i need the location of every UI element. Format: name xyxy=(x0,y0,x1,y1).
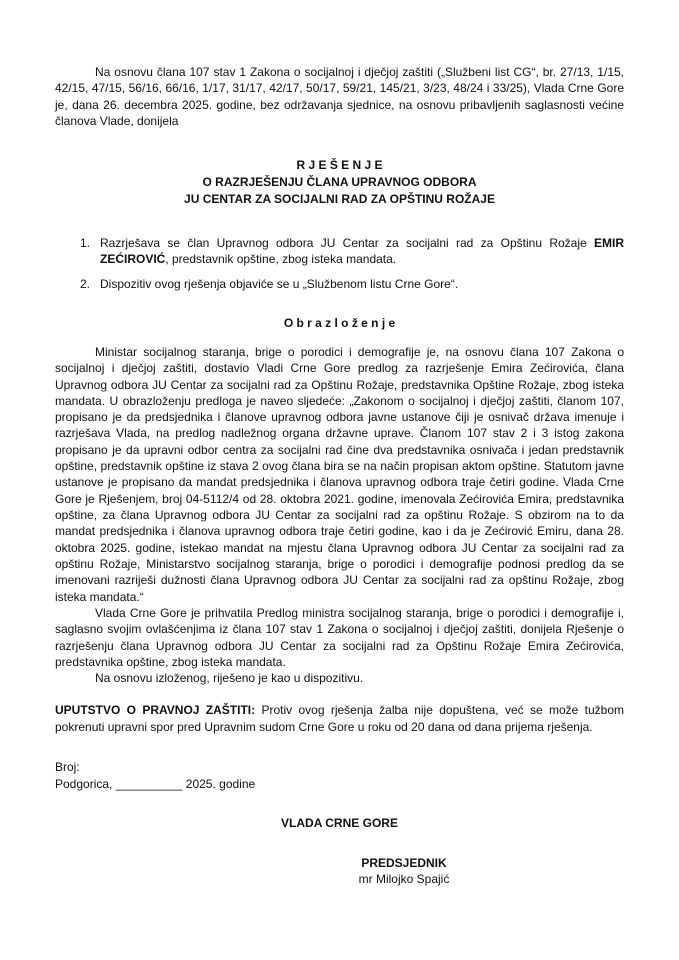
item-text-before: Dispozitiv ovog rješenja objaviće se u „Službenom listu Crne Gore“. xyxy=(100,277,459,292)
title-line-2: O RAZRJEŠENJU ČLANA UPRAVNOG ODBORA xyxy=(202,175,477,190)
title-line-3: JU CENTAR ZA SOCIJALNI RAD ZA OPŠTINU ROŽAJE xyxy=(184,191,495,206)
legal-notice-label: UPUTSTVO O PRAVNOJ ZAŠTITI: xyxy=(55,703,256,718)
signature-block xyxy=(294,855,514,888)
legal-notice-text: Protiv ovog rješenja žalba nije dopuštena, već se može tužbom pokrenuti upravni spor pred Upravnim sudom Crne Gore u roku od 20 dana od dana prijema rješenja. xyxy=(55,703,624,734)
place-date-line: Podgorica, __________ 2025. godine xyxy=(55,776,256,791)
explanation-block xyxy=(55,344,624,687)
item-text xyxy=(100,276,624,292)
government-name: VLADA CRNE GORE xyxy=(281,815,398,830)
item-text-after: , predstavnik opštine, zbog isteka mandata. xyxy=(165,251,397,266)
decision-items xyxy=(55,235,624,293)
section-heading-obrazlozenje: O b r a z l o ž e n j e xyxy=(283,315,396,330)
item-number: 2. xyxy=(80,277,91,292)
body-paragraph-3: Na osnovu izloženog, riješeno je kao u dispozitivu. xyxy=(95,671,364,686)
document-meta xyxy=(55,759,624,793)
item-text-bold: EMIR ZEĆIROVIĆ xyxy=(100,235,624,266)
signature-title: PREDSJEDNIK xyxy=(361,855,447,870)
signature-name: mr Milojko Spajić xyxy=(358,872,450,887)
intro-paragraph: Na osnovu člana 107 stav 1 Zakona o socijalnoj i dječjoj zaštiti („Službeni list CG“, br. 27/13, 1/15, 42/15, 47/15, 56/16, 66/16, 1/17, 31/17, 42/17, 50/17, 59/21, 145/21, 3/23, 48/24 i 33/25), Vlada Crne Gore je, dana 26. decembra 2025. godine, bez održavanja sjednice, na osnovu pribavljenih saglasnosti većine članova Vlade, donijela xyxy=(55,65,624,128)
item-number: 1. xyxy=(80,235,91,250)
document-title xyxy=(55,157,624,207)
number-label: Broj: xyxy=(55,760,80,775)
title-line-1: R J E Š E N J E xyxy=(296,158,383,173)
body-paragraph-1: Ministar socijalnog staranja, brige o porodici i demografije je, na osnovu člana 107 Zakona o socijalnoj i dječjoj zaštiti, dostavio Vladi Crne Gore predlog za razrješenje Emira Zećirovića, člana Upravnog odbora JU Centar za socijalni rad za Opštinu Rožaje, predstavnika Opštine Rožaje, zbog isteka mandata. U obrazloženju predloga je naveo sljedeće: „Zakonom o socijalnoj i dječjoj zaštiti, članom 107, propisano je da predsjednika i članove upravnog odbora javne ustanove čiji je osnivač država imenuje i razrješava Vlada, na predlog nadležnog organa državne uprave. Članom 107 stav 2 i 3 istog zakona propisano je da upravni odbor centra za socijalni rad čine dva predstavnika osnivača i jedan predstavnik opštine, predstavnik opštine iz stava 2 ovog člana bira se na način propisan aktom opštine. Statutom javne ustanove je propisano da mandat predsjednika i članova upravnog odbora traje četiri godine. Vlada Crne Gore je Rješenjem, broj 04-5112/4 od 28. oktobra 2021. godine, imenovala Zećirovića Emira, predstavnika opštine, za člana Upravnog odbora JU Centar za socijalni rad za opštinu Rožaje. S obzirom na to da mandat predsjednika i članova upravnog odbora traje četiri godine, kao i da je Zećirović Emiru, dana 28. oktobra 2025. godine, istekao mandat na mjestu člana Upravnog odbora JU Centar za socijalni rad za opštinu Rožaje, Ministarstvo socijalnog staranja, brige o porodici i demografije podnosi predlog da se imenovani razriješi dužnosti člana Upravnog odbora JU Centar za socijalni rad za opštinu Rožaje, zbog isteka mandata.“ xyxy=(55,344,624,604)
item-text xyxy=(100,235,624,268)
body-paragraph-2: Vlada Crne Gore je prihvatila Predlog ministra socijalnog staranja, brige o porodici i demografije i, saglasno svojim ovlašćenjima iz člana 107 stav 1 Zakona o socijalnoj i dječjoj zaštiti, donijela Rješenje o razrješenju člana Upravnog odbora JU Centar za socijalni rad za Opštinu Rožaje Emira Zećirovića, predstavnika opštine, zbog isteka mandata. xyxy=(55,605,624,669)
list-item xyxy=(80,235,624,268)
legal-notice xyxy=(55,702,624,735)
list-item xyxy=(80,276,624,292)
item-text-before: Razrješava se član Upravnog odbora JU Centar za socijalni rad za Opštinu Rožaje xyxy=(100,235,594,250)
